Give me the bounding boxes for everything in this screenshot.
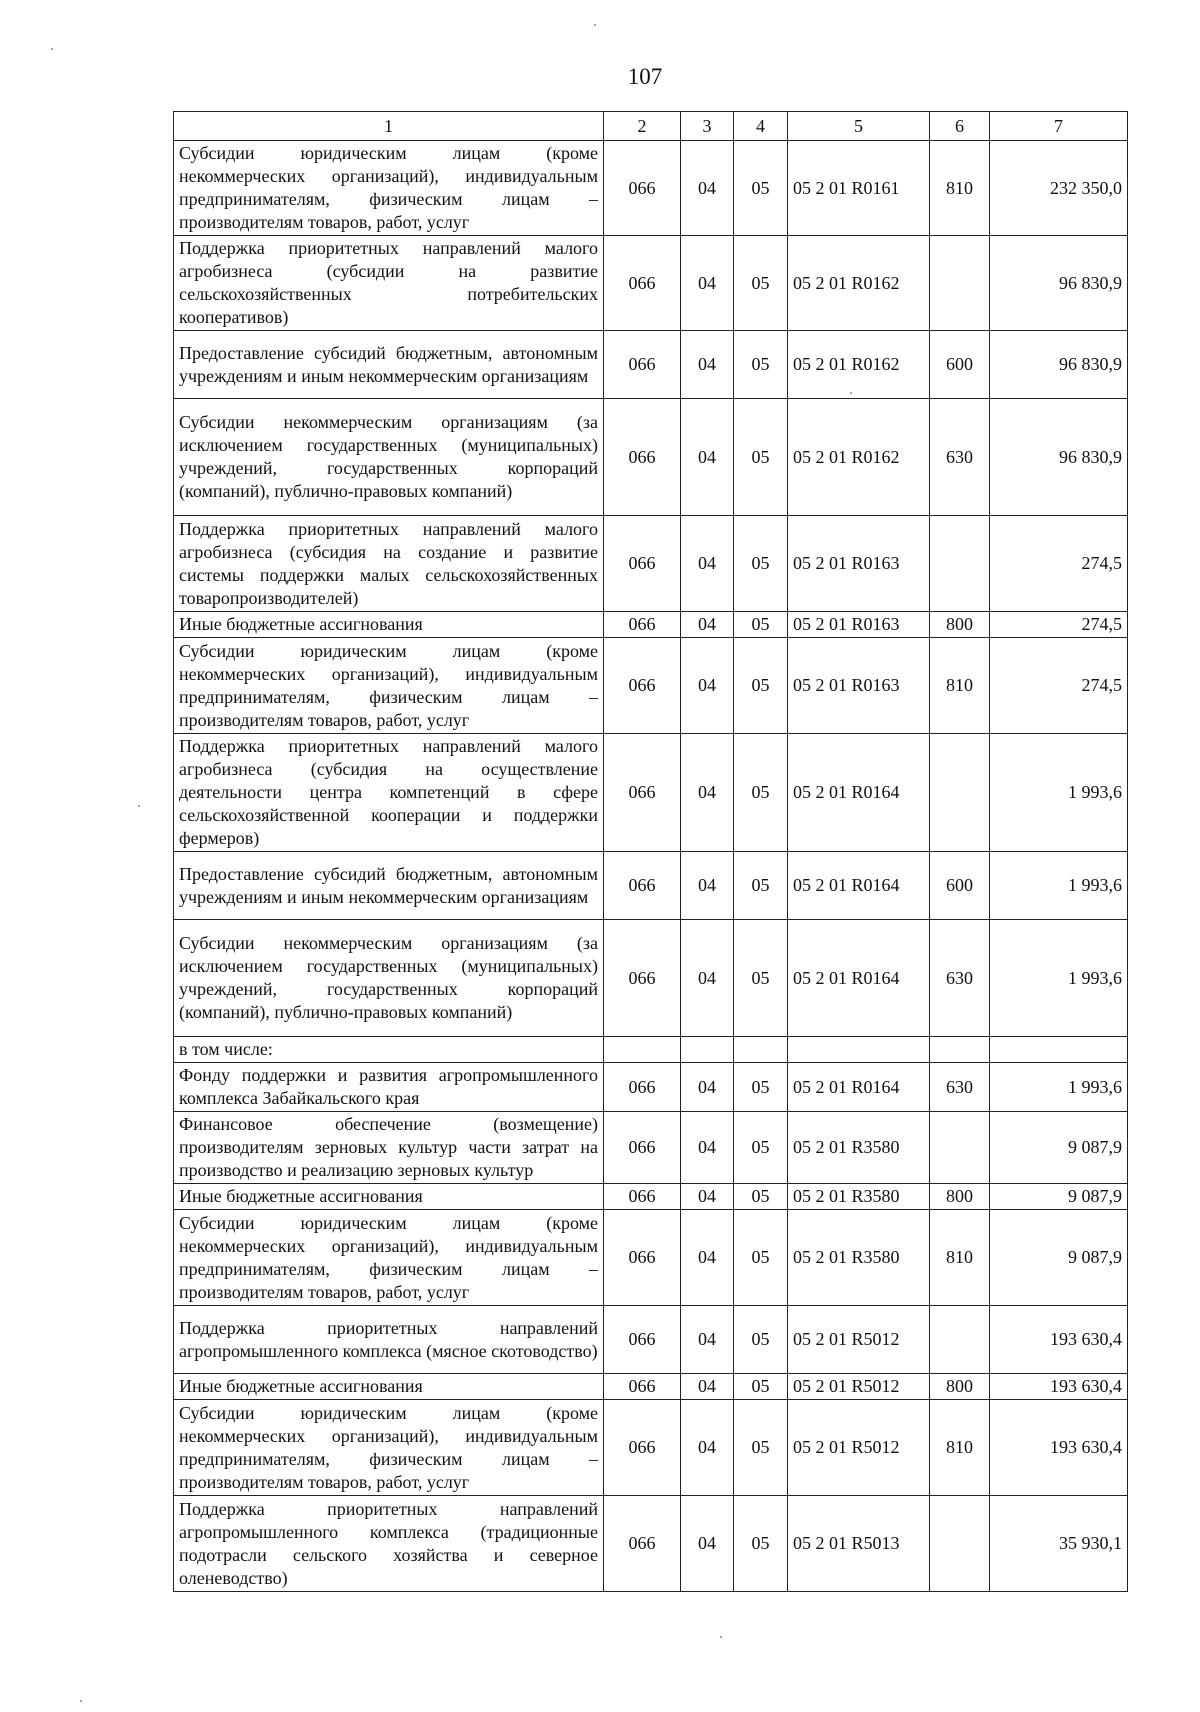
- expense-type-code: 600: [930, 331, 990, 399]
- expense-type-code: 800: [930, 1374, 990, 1400]
- table-row: [174, 1306, 1128, 1374]
- target-article-code: 05 2 01 R0164: [788, 734, 930, 852]
- amount: 96 830,9: [990, 236, 1128, 331]
- target-article-code: 05 2 01 R5012: [788, 1306, 930, 1374]
- amount: 1 993,6: [990, 1063, 1128, 1112]
- expense-type-code: 630: [930, 920, 990, 1037]
- table-row: [174, 236, 1128, 331]
- row-description: Субсидии юридическим лицам (кроме некоммерческих организаций), индивидуальным предпринимателям, физическим лицам – производителям товаров, работ, услуг: [174, 141, 604, 236]
- subsection-code: 05: [734, 638, 788, 734]
- section-code: 04: [681, 638, 734, 734]
- subsection-code: 05: [734, 612, 788, 638]
- table-row: [174, 734, 1128, 852]
- target-article-code: 05 2 01 R0163: [788, 638, 930, 734]
- row-description: Субсидии юридическим лицам (кроме некоммерческих организаций), индивидуальным предпринимателям, физическим лицам – производителям товаров, работ, услуг: [174, 1400, 604, 1496]
- grbs-code: 066: [604, 331, 681, 399]
- amount: 1 993,6: [990, 852, 1128, 920]
- amount: 193 630,4: [990, 1374, 1128, 1400]
- amount: 232 350,0: [990, 141, 1128, 236]
- grbs-code: 066: [604, 1374, 681, 1400]
- section-code: 04: [681, 1184, 734, 1210]
- expense-type-code: [930, 236, 990, 331]
- grbs-code: 066: [604, 516, 681, 612]
- target-article-code: 05 2 01 R3580: [788, 1210, 930, 1306]
- table-row: [174, 1400, 1128, 1496]
- grbs-code: 066: [604, 1400, 681, 1496]
- table-row: [174, 1374, 1128, 1400]
- grbs-code: 066: [604, 1306, 681, 1374]
- table-row: [174, 516, 1128, 612]
- scan-speck: [850, 392, 852, 394]
- amount: 193 630,4: [990, 1306, 1128, 1374]
- subsection-code: 05: [734, 1400, 788, 1496]
- amount: 9 087,9: [990, 1210, 1128, 1306]
- target-article-code: 05 2 01 R0162: [788, 331, 930, 399]
- section-code: 04: [681, 1496, 734, 1592]
- row-description: Финансовое обеспечение (возмещение) производителям зерновых культур части затрат на производство и реализацию зерновых культур: [174, 1112, 604, 1184]
- grbs-code: 066: [604, 638, 681, 734]
- row-description: Субсидии некоммерческим организациям (за исключением государственных (муниципальных) учреждений, государственных корпораций (компаний), публично-правовых компаний): [174, 920, 604, 1037]
- grbs-code: 066: [604, 399, 681, 516]
- row-description: Поддержка приоритетных направлений малого агробизнеса (субсидия на создание и развитие системы поддержки малых сельскохозяйственных товаропроизводителей): [174, 516, 604, 612]
- subsection-code: 05: [734, 1184, 788, 1210]
- section-code: 04: [681, 1374, 734, 1400]
- expense-type-code: 810: [930, 1400, 990, 1496]
- section-code: 04: [681, 920, 734, 1037]
- subsection-code: 05: [734, 1063, 788, 1112]
- expense-type-code: 810: [930, 638, 990, 734]
- scan-speck: [594, 24, 596, 26]
- section-code: 04: [681, 1063, 734, 1112]
- table-row: [174, 920, 1128, 1037]
- subsection-code: 05: [734, 399, 788, 516]
- grbs-code: 066: [604, 1496, 681, 1592]
- section-code: 04: [681, 141, 734, 236]
- target-article-code: 05 2 01 R0161: [788, 141, 930, 236]
- amount: 274,5: [990, 638, 1128, 734]
- scan-speck: [51, 48, 53, 50]
- table-row: [174, 331, 1128, 399]
- grbs-code: 066: [604, 1112, 681, 1184]
- subsection-code: [734, 1037, 788, 1063]
- subsection-code: 05: [734, 236, 788, 331]
- amount: 96 830,9: [990, 399, 1128, 516]
- grbs-code: 066: [604, 141, 681, 236]
- target-article-code: 05 2 01 R0162: [788, 399, 930, 516]
- grbs-code: 066: [604, 612, 681, 638]
- target-article-code: 05 2 01 R5012: [788, 1374, 930, 1400]
- row-description: Иные бюджетные ассигнования: [174, 1374, 604, 1400]
- subsection-code: 05: [734, 852, 788, 920]
- expense-type-code: 800: [930, 612, 990, 638]
- expense-type-code: [930, 734, 990, 852]
- amount: 274,5: [990, 516, 1128, 612]
- section-code: [681, 1037, 734, 1063]
- row-description: Субсидии юридическим лицам (кроме некоммерческих организаций), индивидуальным предпринимателям, физическим лицам – производителям товаров, работ, услуг: [174, 638, 604, 734]
- table-row: [174, 399, 1128, 516]
- target-article-code: 05 2 01 R0163: [788, 516, 930, 612]
- expense-type-code: [930, 1306, 990, 1374]
- target-article-code: 05 2 01 R5013: [788, 1496, 930, 1592]
- row-description: Предоставление субсидий бюджетным, автономным учреждениям и иным некоммерческим организациям: [174, 852, 604, 920]
- expense-type-code: [930, 516, 990, 612]
- table-row: [174, 141, 1128, 236]
- row-description: Поддержка приоритетных направлений малого агробизнеса (субсидии на развитие сельскохозяйственных потребительских кооперативов): [174, 236, 604, 331]
- column-header: 4: [734, 112, 788, 141]
- row-description: Поддержка приоритетных направлений агропромышленного комплекса (традиционные подотрасли сельского хозяйства и северное оленеводство): [174, 1496, 604, 1592]
- table-row: [174, 638, 1128, 734]
- grbs-code: [604, 1037, 681, 1063]
- table-row: [174, 612, 1128, 638]
- expense-type-code: 630: [930, 399, 990, 516]
- header-row: [174, 112, 1128, 141]
- row-description: в том числе:: [174, 1037, 604, 1063]
- section-code: 04: [681, 1112, 734, 1184]
- target-article-code: 05 2 01 R0164: [788, 920, 930, 1037]
- section-code: 04: [681, 236, 734, 331]
- subsection-code: 05: [734, 1374, 788, 1400]
- amount: 9 087,9: [990, 1112, 1128, 1184]
- section-code: 04: [681, 331, 734, 399]
- column-header: 1: [174, 112, 604, 141]
- grbs-code: 066: [604, 734, 681, 852]
- target-article-code: 05 2 01 R0164: [788, 852, 930, 920]
- amount: 96 830,9: [990, 331, 1128, 399]
- target-article-code: 05 2 01 R3580: [788, 1112, 930, 1184]
- budget-table: [173, 111, 1128, 1592]
- expense-type-code: 600: [930, 852, 990, 920]
- target-article-code: 05 2 01 R3580: [788, 1184, 930, 1210]
- section-code: 04: [681, 516, 734, 612]
- target-article-code: 05 2 01 R5012: [788, 1400, 930, 1496]
- section-code: 04: [681, 1210, 734, 1306]
- subsection-code: 05: [734, 1306, 788, 1374]
- expense-type-code: 800: [930, 1184, 990, 1210]
- grbs-code: 066: [604, 1210, 681, 1306]
- table-row: [174, 1037, 1128, 1063]
- subsection-code: 05: [734, 920, 788, 1037]
- subsection-code: 05: [734, 1496, 788, 1592]
- row-description: Субсидии юридическим лицам (кроме некоммерческих организаций), индивидуальным предпринимателям, физическим лицам – производителям товаров, работ, услуг: [174, 1210, 604, 1306]
- target-article-code: 05 2 01 R0164: [788, 1063, 930, 1112]
- row-description: Фонду поддержки и развития агропромышленного комплекса Забайкальского края: [174, 1063, 604, 1112]
- amount: 1 993,6: [990, 734, 1128, 852]
- amount: 35 930,1: [990, 1496, 1128, 1592]
- table-row: [174, 1184, 1128, 1210]
- amount: 9 087,9: [990, 1184, 1128, 1210]
- expense-type-code: 630: [930, 1063, 990, 1112]
- table-row: [174, 1210, 1128, 1306]
- scan-speck: [80, 1700, 82, 1702]
- scan-speck: [720, 1636, 722, 1638]
- grbs-code: 066: [604, 1184, 681, 1210]
- expense-type-code: [930, 1496, 990, 1592]
- table-row: [174, 1496, 1128, 1592]
- grbs-code: 066: [604, 1063, 681, 1112]
- amount: 274,5: [990, 612, 1128, 638]
- column-header: 3: [681, 112, 734, 141]
- expense-type-code: 810: [930, 1210, 990, 1306]
- section-code: 04: [681, 852, 734, 920]
- section-code: 04: [681, 612, 734, 638]
- grbs-code: 066: [604, 852, 681, 920]
- column-header: 2: [604, 112, 681, 141]
- row-description: Субсидии некоммерческим организациям (за исключением государственных (муниципальных) учреждений, государственных корпораций (компаний), публично-правовых компаний): [174, 399, 604, 516]
- column-header: 5: [788, 112, 930, 141]
- row-description: Поддержка приоритетных направлений малого агробизнеса (субсидия на осуществление деятельности центра компетенций в сфере сельскохозяйственной кооперации и поддержки фермеров): [174, 734, 604, 852]
- row-description: Иные бюджетные ассигнования: [174, 612, 604, 638]
- row-description: Предоставление субсидий бюджетным, автономным учреждениям и иным некоммерческим организациям: [174, 331, 604, 399]
- section-code: 04: [681, 1400, 734, 1496]
- expense-type-code: 810: [930, 141, 990, 236]
- target-article-code: 05 2 01 R0163: [788, 612, 930, 638]
- grbs-code: 066: [604, 236, 681, 331]
- table-row: [174, 852, 1128, 920]
- expense-type-code: [930, 1112, 990, 1184]
- section-code: 04: [681, 1306, 734, 1374]
- target-article-code: [788, 1037, 930, 1063]
- subsection-code: 05: [734, 331, 788, 399]
- amount: 1 993,6: [990, 920, 1128, 1037]
- amount: [990, 1037, 1128, 1063]
- expense-type-code: [930, 1037, 990, 1063]
- scan-speck: [138, 805, 140, 807]
- row-description: Поддержка приоритетных направлений агропромышленного комплекса (мясное скотоводство): [174, 1306, 604, 1374]
- section-code: 04: [681, 399, 734, 516]
- subsection-code: 05: [734, 1210, 788, 1306]
- subsection-code: 05: [734, 516, 788, 612]
- page-number: 107: [627, 64, 663, 89]
- column-header: 7: [990, 112, 1128, 141]
- table-row: [174, 1063, 1128, 1112]
- table-row: [174, 1112, 1128, 1184]
- section-code: 04: [681, 734, 734, 852]
- target-article-code: 05 2 01 R0162: [788, 236, 930, 331]
- row-description: Иные бюджетные ассигнования: [174, 1184, 604, 1210]
- column-header: 6: [930, 112, 990, 141]
- grbs-code: 066: [604, 920, 681, 1037]
- amount: 193 630,4: [990, 1400, 1128, 1496]
- subsection-code: 05: [734, 734, 788, 852]
- subsection-code: 05: [734, 1112, 788, 1184]
- subsection-code: 05: [734, 141, 788, 236]
